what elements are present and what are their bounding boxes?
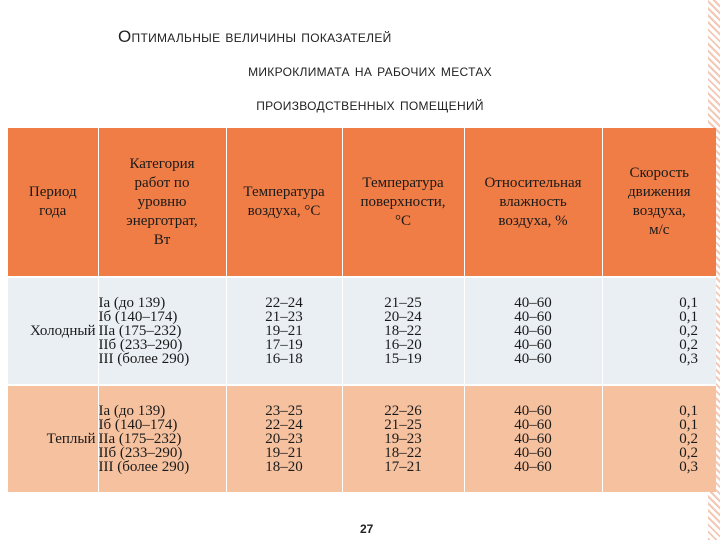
velocity-value: 0,3 <box>679 351 698 367</box>
header-line: Температура <box>362 174 444 191</box>
surface-temp-value: 20–24 <box>384 309 422 325</box>
category-line: Ia (до 139) <box>98 295 166 311</box>
header-air-velocity <box>602 128 716 277</box>
humidity-value: 40–60 <box>514 351 552 367</box>
title-line-2: микроклимата на рабочих местах <box>248 61 492 80</box>
header-humidity <box>464 128 602 277</box>
category-line: IIб (233–290) <box>98 337 183 353</box>
air-temp-value: 17–19 <box>265 337 303 353</box>
humidity-value: 40–60 <box>514 445 552 461</box>
humidity-cell <box>464 277 602 385</box>
velocity-value: 0,2 <box>679 431 698 447</box>
velocity-value: 0,1 <box>679 417 698 433</box>
air-temp-value: 18–20 <box>265 459 303 475</box>
air-temp-value: 19–21 <box>265 323 303 339</box>
surface-temp-value: 17–21 <box>384 459 422 475</box>
humidity-value: 40–60 <box>514 417 552 433</box>
velocity-value: 0,1 <box>679 309 698 325</box>
surface-temp-value: 16–20 <box>384 337 422 353</box>
category-cell <box>98 277 226 385</box>
velocity-value: 0,1 <box>679 295 698 311</box>
air-temp-value: 20–23 <box>265 431 303 447</box>
period-cell: Холодный <box>8 277 98 385</box>
header-line: энерготрат, <box>126 212 198 229</box>
category-line: III (более 290) <box>98 459 190 475</box>
slide-title <box>20 20 720 122</box>
header-line: Категория <box>129 155 195 172</box>
humidity-value: 40–60 <box>514 309 552 325</box>
title-line-1: Оптимальные величины показателей <box>118 27 392 46</box>
category-line: IIa (175–232) <box>98 323 182 339</box>
category-line: IIб (233–290) <box>98 445 183 461</box>
humidity-value: 40–60 <box>514 403 552 419</box>
category-cell <box>98 385 226 492</box>
air-temp-value: 19–21 <box>265 445 303 461</box>
surface-temp-value: 18–22 <box>384 445 422 461</box>
surface-temp-cell <box>342 277 464 385</box>
category-line: Ia (до 139) <box>98 403 166 419</box>
microclimate-table <box>8 128 716 492</box>
surface-temp-value: 18–22 <box>384 323 422 339</box>
humidity-value: 40–60 <box>514 323 552 339</box>
header-surface-temp <box>342 128 464 277</box>
header-line: влажность <box>499 193 567 210</box>
header-line: года <box>39 203 67 219</box>
humidity-value: 40–60 <box>514 431 552 447</box>
velocity-value: 0,2 <box>679 323 698 339</box>
header-line: воздуха, °С <box>247 203 321 219</box>
header-row <box>8 128 716 277</box>
title-line-3: производственных помещений <box>256 95 484 114</box>
header-air-temp <box>226 128 342 277</box>
header-line: Вт <box>153 231 171 248</box>
humidity-value: 40–60 <box>514 337 552 353</box>
surface-temp-value: 22–26 <box>384 403 422 419</box>
header-line: поверхности, <box>360 193 446 210</box>
header-line: Скорость <box>629 165 689 181</box>
header-line: работ по <box>134 174 190 191</box>
category-line: Iб (140–174) <box>98 309 178 325</box>
air-temp-cell <box>226 385 342 492</box>
velocity-value: 0,2 <box>679 337 698 353</box>
velocity-value: 0,3 <box>679 459 698 475</box>
category-line: IIa (175–232) <box>98 431 182 447</box>
velocity-value: 0,1 <box>679 403 698 419</box>
surface-temp-value: 19–23 <box>384 431 422 447</box>
header-category <box>98 128 226 277</box>
period-cell: Теплый <box>8 385 98 492</box>
air-temp-value: 23–25 <box>265 403 303 419</box>
surface-temp-value: 21–25 <box>384 417 422 433</box>
header-period <box>8 128 98 277</box>
air-temp-value: 21–23 <box>265 309 303 325</box>
air-temp-cell <box>226 277 342 385</box>
surface-temp-value: 21–25 <box>384 295 422 311</box>
surface-temp-cell <box>342 385 464 492</box>
humidity-value: 40–60 <box>514 295 552 311</box>
header-line: воздуха, % <box>498 212 568 229</box>
velocity-cell <box>602 277 716 385</box>
header-line: Период <box>28 184 77 200</box>
table-row-cold <box>8 277 716 385</box>
header-line: Относительная <box>484 174 582 191</box>
header-line: уровню <box>137 193 187 210</box>
page-number: 27 <box>360 522 374 536</box>
velocity-cell <box>602 385 716 492</box>
air-temp-value: 22–24 <box>265 295 303 311</box>
velocity-value: 0,2 <box>679 445 698 461</box>
surface-temp-value: 15–19 <box>384 351 422 367</box>
humidity-cell <box>464 385 602 492</box>
table-row-warm <box>8 385 716 492</box>
air-temp-value: 22–24 <box>265 417 303 433</box>
humidity-value: 40–60 <box>514 459 552 475</box>
header-line: воздуха, <box>632 203 686 219</box>
header-line: м/с <box>649 222 670 238</box>
category-line: Iб (140–174) <box>98 417 178 433</box>
header-line: °С <box>394 212 411 229</box>
category-line: III (более 290) <box>98 351 190 367</box>
header-line: движения <box>627 184 691 200</box>
header-line: Температура <box>243 184 325 200</box>
air-temp-value: 16–18 <box>265 351 303 367</box>
